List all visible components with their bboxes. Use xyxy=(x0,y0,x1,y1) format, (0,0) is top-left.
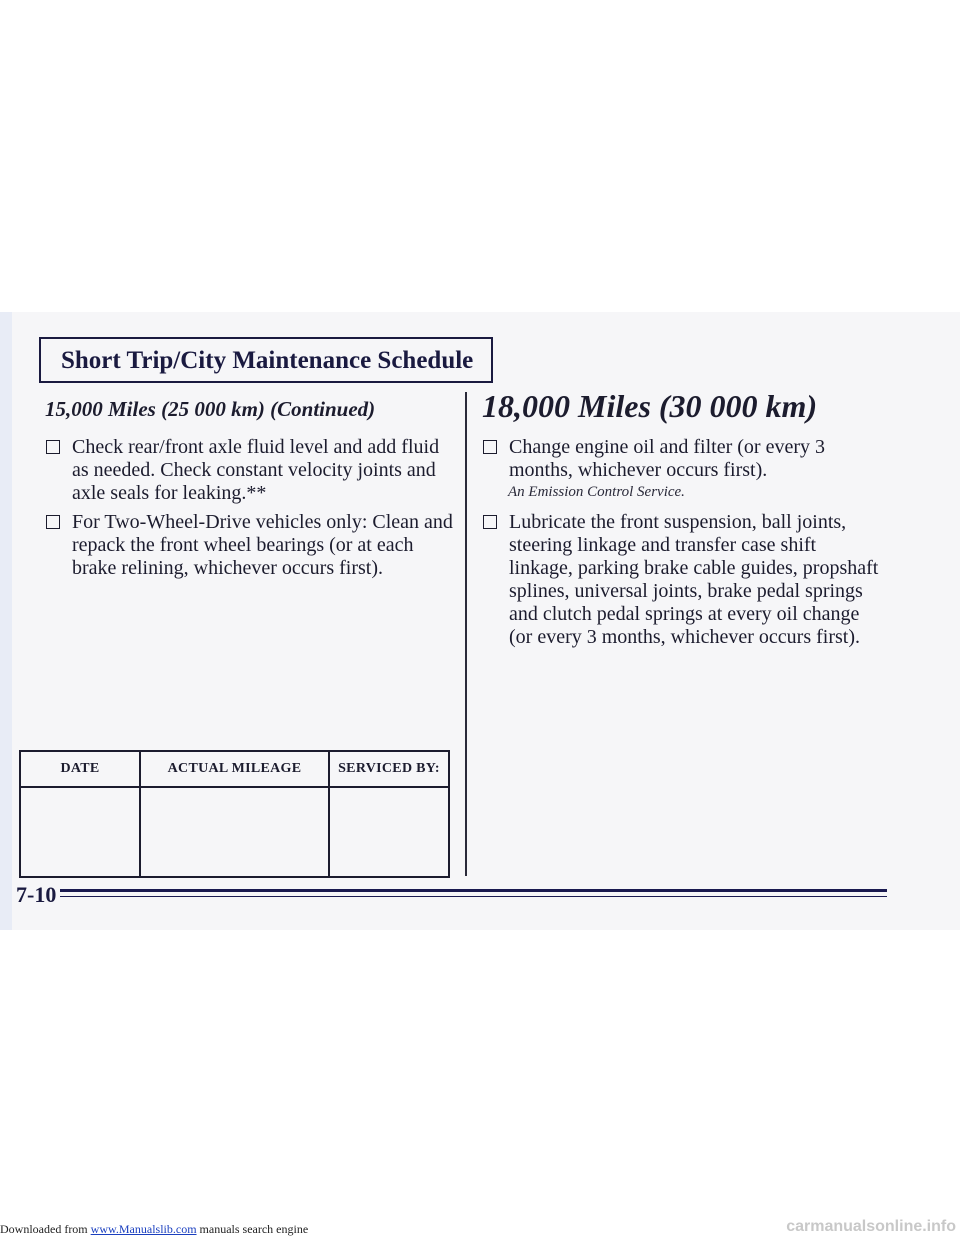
column-divider xyxy=(465,392,467,876)
checklist-item-wheel-bearings xyxy=(46,511,456,580)
download-footer xyxy=(0,1222,308,1237)
checklist-item-lubricate xyxy=(483,511,883,649)
checklist-item-text: Check rear/front axle fluid level and add fluid as needed. Check constant velocity joints and axle seals for leaking.** xyxy=(72,436,440,504)
column-header-serviced-by: SERVICED BY: xyxy=(329,751,449,787)
page-edge-strip xyxy=(0,312,12,930)
column-header-actual-mileage: ACTUAL MILEAGE xyxy=(140,751,329,787)
section-header xyxy=(39,337,493,383)
checklist-item-text: Lubricate the front suspension, ball joints, steering linkage and transfer case shift linkage, parking brake cable guides, propshaft splines, universal joints, brake pedal springs and clutch pedal springs at every oil change (or every 3 months, whichever occurs first). xyxy=(509,511,879,648)
column-header-date: DATE xyxy=(20,751,140,787)
watermark: carmanualsonline.info xyxy=(786,1218,956,1235)
right-subtitle: 18,000 Miles (30 000 km) xyxy=(482,388,818,424)
service-log-table xyxy=(19,750,450,878)
serviced-by-cell[interactable] xyxy=(329,787,449,877)
checkbox-icon[interactable] xyxy=(46,515,60,529)
checklist-item-text: For Two-Wheel-Drive vehicles only: Clean and repack the front wheel bearings (or at each brake relining, whichever occurs first). xyxy=(72,511,453,579)
checkbox-icon[interactable] xyxy=(46,440,60,454)
checkbox-icon[interactable] xyxy=(483,440,497,454)
emission-note: An Emission Control Service. xyxy=(508,484,685,500)
checklist-item-axle xyxy=(46,436,456,505)
left-subtitle: 15,000 Miles (25 000 km) (Continued) xyxy=(45,397,376,421)
page-number: 7-10 xyxy=(16,882,57,907)
footer-rule xyxy=(60,889,887,892)
download-footer-prefix: Downloaded from xyxy=(0,1222,91,1236)
checklist-item-text: Change engine oil and filter (or every 3 months, whichever occurs first). xyxy=(509,436,825,481)
manualslib-link[interactable]: www.Manualslib.com xyxy=(90,1222,197,1236)
footer-rule-thin xyxy=(60,896,887,897)
checkbox-icon[interactable] xyxy=(483,515,497,529)
section-title: Short Trip/City Maintenance Schedule xyxy=(61,347,474,374)
download-footer-suffix: manuals search engine xyxy=(196,1222,309,1236)
mileage-cell[interactable] xyxy=(140,787,329,877)
date-cell[interactable] xyxy=(20,787,140,877)
checklist-item-oil-change xyxy=(483,436,883,482)
